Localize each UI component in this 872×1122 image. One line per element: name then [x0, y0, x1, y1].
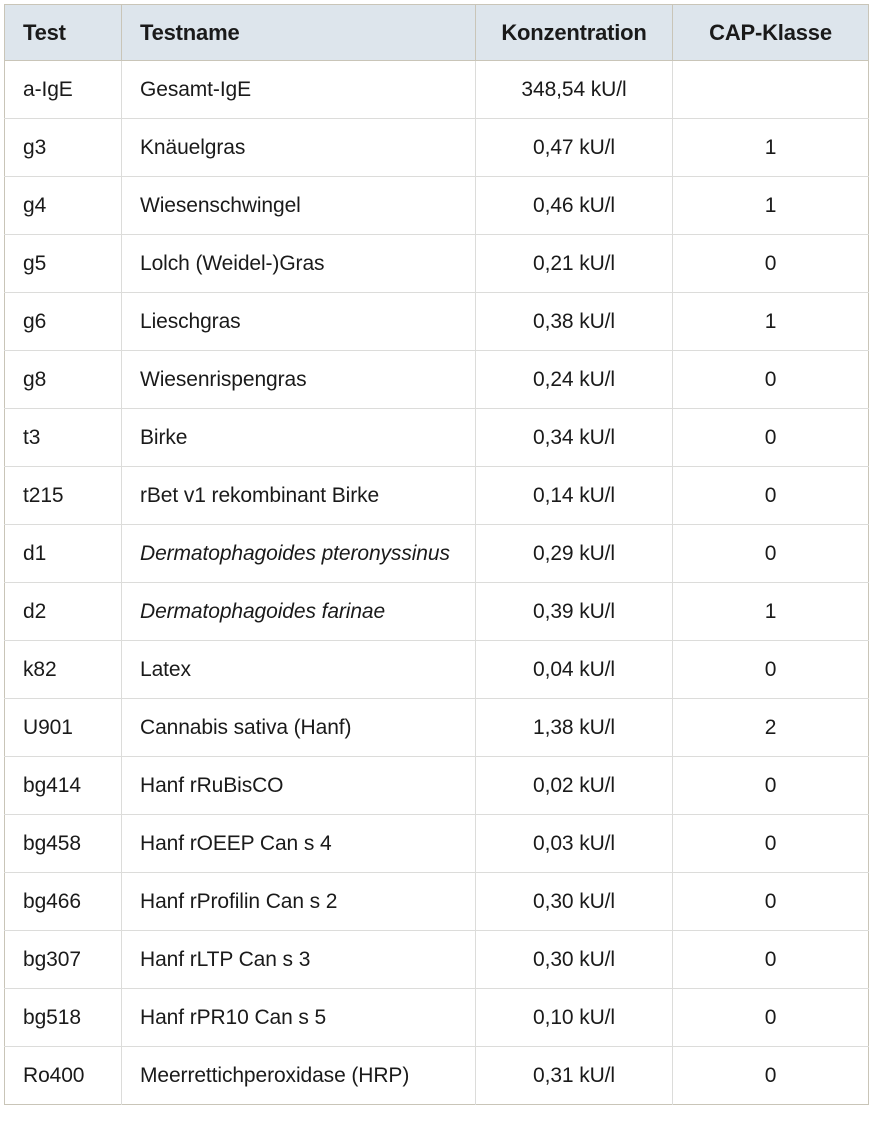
- table-row: [5, 235, 869, 293]
- cell-concentration: 0,30 kU/l: [476, 931, 673, 989]
- cell-test-code: g5: [5, 235, 122, 293]
- cell-test-name: Knäuelgras: [122, 119, 476, 177]
- table-row: [5, 757, 869, 815]
- table-row: [5, 351, 869, 409]
- cell-concentration: 0,14 kU/l: [476, 467, 673, 525]
- table-row: [5, 583, 869, 641]
- cell-concentration: 0,47 kU/l: [476, 119, 673, 177]
- cell-concentration: 0,10 kU/l: [476, 989, 673, 1047]
- cell-test-name: rBet v1 rekombinant Birke: [122, 467, 476, 525]
- cell-cap-class: 0: [764, 1063, 777, 1087]
- cell-cap-class: 0: [673, 351, 869, 409]
- table-row: [5, 931, 869, 989]
- cell-concentration: 0,31 kU/l: [476, 1047, 673, 1105]
- table-row: [5, 61, 869, 119]
- cell-concentration: 0,21 kU/l: [476, 235, 673, 293]
- cell-test-name: Wiesenschwingel: [122, 177, 476, 235]
- cell-test-code: t3: [5, 409, 122, 467]
- table-row: [5, 177, 869, 235]
- cell-test-code: k82: [5, 641, 122, 699]
- cell-concentration: 348,54 kU/l: [476, 61, 673, 119]
- cell-test-code: g3: [5, 119, 122, 177]
- cell-cap-class: 0: [673, 525, 869, 583]
- allergy-test-results-table: [4, 4, 869, 1105]
- cell-test-code: g6: [5, 293, 122, 351]
- cell-test-code: bg518: [5, 989, 122, 1047]
- table-body: [5, 61, 869, 1105]
- cell-concentration: 0,38 kU/l: [476, 293, 673, 351]
- cell-test-name: Cannabis sativa (Hanf): [122, 699, 476, 757]
- cell-test-code: t215: [5, 467, 122, 525]
- cell-concentration: 0,30 kU/l: [476, 873, 673, 931]
- cell-test-code: U901: [5, 699, 122, 757]
- cell-concentration: 0,04 kU/l: [476, 641, 673, 699]
- table-row: [5, 525, 869, 583]
- table-header-row: [5, 5, 869, 61]
- cell-test-name: Lieschgras: [122, 293, 476, 351]
- cell-concentration: 0,24 kU/l: [476, 351, 673, 409]
- table-row: [5, 815, 869, 873]
- cell-cap-class: 1: [673, 177, 869, 235]
- table-header: [5, 5, 869, 61]
- cell-cap-class: 0: [673, 757, 869, 815]
- cell-cap-class: 0: [673, 235, 869, 293]
- cell-test-name: Dermatophagoides pteronyssinus: [122, 525, 476, 583]
- cell-cap-class: 2: [673, 699, 869, 757]
- cell-test-name: Meerrettichperoxidase (HRP): [122, 1047, 476, 1105]
- cell-test-name: Wiesenrispengras: [122, 351, 476, 409]
- cell-concentration: 0,03 kU/l: [476, 815, 673, 873]
- cell-cap-class: 0: [673, 815, 869, 873]
- cell-concentration: 0,34 kU/l: [476, 409, 673, 467]
- column-header-test: Test: [5, 5, 122, 61]
- cell-test-name: Hanf rLTP Can s 3: [122, 931, 476, 989]
- cell-test-code: Ro400: [5, 1047, 122, 1105]
- cell-cap-class: 0: [673, 931, 869, 989]
- cell-test-name: Dermatophagoides farinae: [122, 583, 476, 641]
- cell-cap-class: 0: [673, 641, 869, 699]
- cell-test-code: a-IgE: [5, 61, 122, 119]
- column-header-testname: Testname: [122, 5, 476, 61]
- cell-cap-class: 0: [673, 409, 869, 467]
- cell-test-code: g4: [5, 177, 122, 235]
- table-row: [5, 293, 869, 351]
- results-table-container: [4, 4, 868, 1105]
- cell-test-name: Birke: [122, 409, 476, 467]
- cell-test-code: d2: [5, 583, 122, 641]
- cell-test-name: Lolch (Weidel-)Gras: [122, 235, 476, 293]
- cell-test-code: bg458: [5, 815, 122, 873]
- cell-concentration: 0,46 kU/l: [476, 177, 673, 235]
- table-row: [5, 873, 869, 931]
- table-row: [5, 409, 869, 467]
- column-header-cap-klasse: CAP-Klasse: [673, 5, 869, 61]
- cell-test-name: Hanf rPR10 Can s 5: [122, 989, 476, 1047]
- cell-test-code: bg307: [5, 931, 122, 989]
- column-header-konzentration: Konzentration: [476, 5, 673, 61]
- cell-test-name: Hanf rProfilin Can s 2: [122, 873, 476, 931]
- cell-cap-class: 1: [673, 293, 869, 351]
- cell-test-code: bg466: [5, 873, 122, 931]
- cell-test-code: bg414: [5, 757, 122, 815]
- table-row: [5, 989, 869, 1047]
- cell-test-name: Hanf rRuBisCO: [122, 757, 476, 815]
- cell-concentration: 0,39 kU/l: [476, 583, 673, 641]
- cell-cap-class: 1: [673, 119, 869, 177]
- cell-concentration: 0,02 kU/l: [476, 757, 673, 815]
- cell-concentration: 0,29 kU/l: [476, 525, 673, 583]
- cell-test-name: Latex: [122, 641, 476, 699]
- cell-cap-class: [673, 61, 869, 119]
- cell-concentration: 1,38 kU/l: [476, 699, 673, 757]
- cell-cap-class: 0: [673, 873, 869, 931]
- cell-cap-class: 0: [673, 989, 869, 1047]
- table-row: [5, 699, 869, 757]
- cell-cap-class: 0: [673, 467, 869, 525]
- cell-test-name: Hanf rOEEP Can s 4: [122, 815, 476, 873]
- cell-test-code: g8: [5, 351, 122, 409]
- cell-test-code: d1: [5, 525, 122, 583]
- table-row: [5, 467, 869, 525]
- table-row: [5, 1047, 869, 1105]
- cell-test-name: Gesamt-IgE: [122, 61, 476, 119]
- table-row: [5, 641, 869, 699]
- table-row: [5, 119, 869, 177]
- cell-cap-class: 1: [673, 583, 869, 641]
